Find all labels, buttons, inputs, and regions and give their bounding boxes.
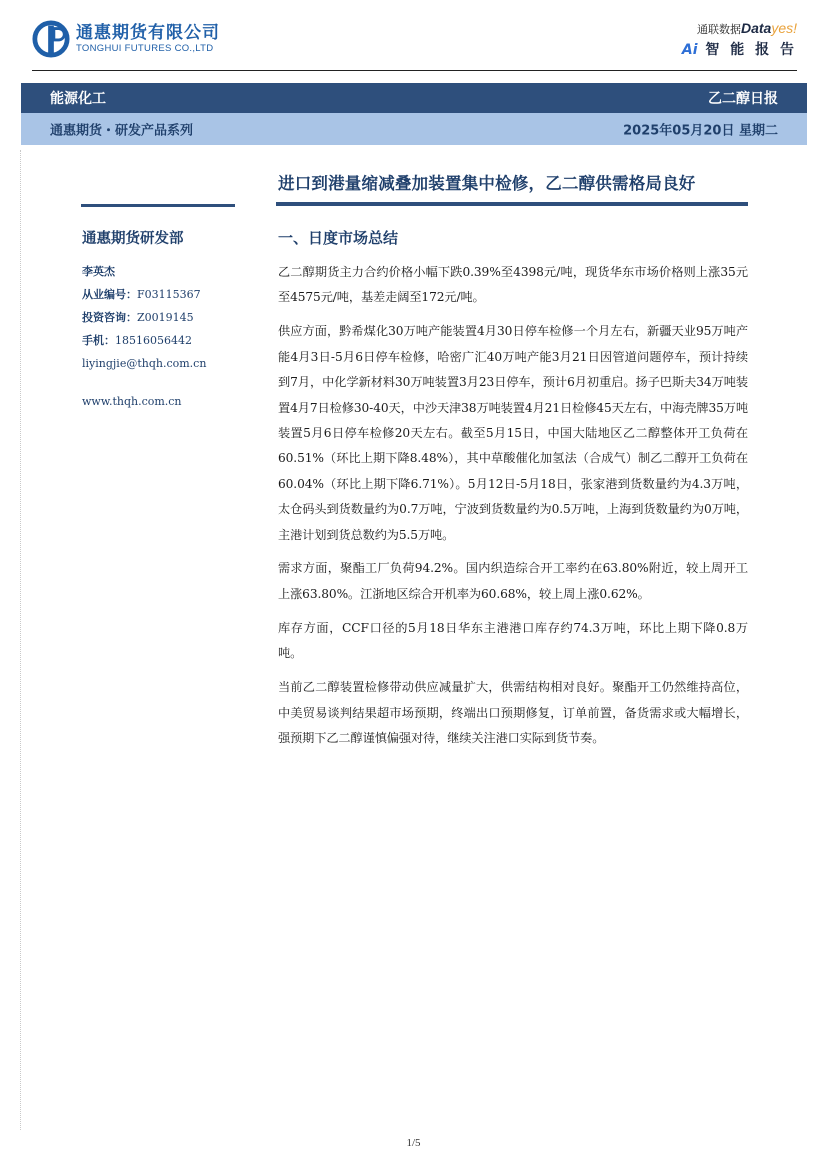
phone-number: 手机：18516056442 bbox=[82, 334, 192, 347]
paragraph-price: 乙二醇期货主力合约价格小幅下跌0.39%至4398元/吨，现货华东市场价格则上涨35元至4575元/吨，基差走阔至172元/吨。 bbox=[278, 265, 748, 305]
paragraph-demand: 需求方面，聚酯工厂负荷94.2%。国内织造综合开工率约在63.80%附近，较上周开工上涨63.80%。江浙地区综合开机率为60.68%，较上周上涨0.62%。 bbox=[278, 561, 748, 601]
margin-guide bbox=[20, 150, 21, 1130]
analyst-name: 李英杰 bbox=[82, 265, 115, 278]
brand-ai: Ai bbox=[681, 42, 698, 58]
page-number: 1/5 bbox=[406, 1137, 421, 1149]
brand-prefix: 通联数据 bbox=[696, 23, 741, 36]
report-date: 2025年05月20日 星期二 bbox=[623, 123, 778, 139]
license-number: 从业编号：F03115367 bbox=[82, 288, 201, 301]
logo-company-name: 通惠期货有限公司 bbox=[76, 23, 220, 43]
report-title: 进口到港量缩减叠加装置集中检修，乙二醇供需格局良好 bbox=[278, 174, 696, 193]
sidebar-rule bbox=[81, 204, 235, 207]
brand-report: 智 能 报 告 bbox=[705, 42, 797, 58]
email-link[interactable]: liyingjie@thqh.com.cn bbox=[82, 357, 207, 370]
department-name: 通惠期货研发部 bbox=[82, 231, 184, 247]
header-divider bbox=[32, 70, 797, 71]
brand-data: Data bbox=[740, 20, 772, 36]
paragraph-inventory: 库存方面，CCF口径的5月18日华东主港港口库存约74.3万吨，环比上期下降0.8万吨。 bbox=[278, 620, 748, 661]
consult-number: 投资咨询：Z0019145 bbox=[82, 311, 194, 324]
report-body bbox=[278, 260, 748, 760]
title-underline bbox=[276, 202, 748, 206]
paragraph-supply: 供应方面，黔希煤化30万吨产能装置4月30日停车检修一个月左右，新疆天业95万吨产能4月3日-5月6日停车检修，哈密广汇40万吨产能3月21日因管道问题停车，预计持续到7月，中化学新材料30万吨装置3月23日停车，预计6月初重启。扬子巴斯夫34万吨装置4月7日检修30-40天，中沙天津38万吨装置4月21日检修45天左右，中海壳牌35万吨装置5月6日停车检修20天左右。截至5月15日，中国大陆地区乙二醇整体开工负荷在60.51%（环比上期下降8.48%），其中草酸催化加氢法（合成气）制乙二醇开工负荷在60.04%（环比上期下降6.71%）。5月12日-5月18日，张家港到货数量约为4.3万吨，太仓码头到货数量约为0.7万吨，宁波到货数量约为0.5万吨，上海到货数量约为0万吨，主港计划到货总数约为5.5万吨。 bbox=[278, 324, 748, 542]
paragraph-outlook: 当前乙二醇装置检修带动供应减量扩大，供需结构相对良好。聚酯开工仍然维持高位，中美贸易谈判结果超市场预期，终端出口预期修复，订单前置，备货需求或大幅增长，强预期下乙二醇谨慎偏强对待，继续关注港口实际到货节奏。 bbox=[278, 680, 748, 745]
report-type-label: 乙二醇日报 bbox=[708, 91, 778, 107]
section-title: 一、日度市场总结 bbox=[278, 229, 399, 247]
logo-company-name-en: TONGHUI FUTURES CO.,LTD bbox=[76, 43, 214, 54]
company-logo-icon bbox=[32, 20, 70, 58]
category-label: 能源化工 bbox=[50, 91, 106, 107]
company-logo bbox=[32, 20, 220, 58]
category-banner bbox=[21, 83, 807, 113]
website-link[interactable]: www.thqh.com.cn bbox=[82, 395, 182, 408]
series-banner bbox=[21, 113, 807, 145]
datayes-brand bbox=[682, 20, 797, 60]
brand-yes: yes! bbox=[771, 20, 797, 36]
series-label: 通惠期货・研发产品系列 bbox=[50, 123, 194, 139]
